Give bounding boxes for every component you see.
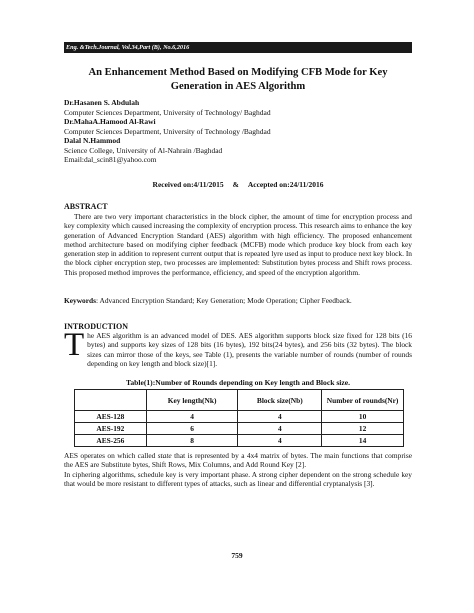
introduction-paragraph — [64, 327, 412, 368]
keywords-text: : Advanced Encryption Standard; Key Generation; Mode Operation; Cipher Feedback. — [96, 296, 352, 305]
table-cell: 12 — [322, 423, 404, 435]
rounds-table — [74, 389, 404, 447]
keywords-line — [64, 296, 412, 305]
abstract-text: There are two very important characteristics in the block cipher, the amount of time for encryption process and key complexity which caused increasing the complexity of encryption process. This research aims to enhance the key generation of Advanced Encryption Standard (AES) algorithm with high efficiency. The proposed enhancement method architecture based on modifying cipher feedback (MCFB) mode which produce key block from each key generation step in addition to represent current output that is repeated lyre used as input to produce next key block. In the block cipher encryption step, two processes are implemented: Substitution bytes process and Shift rows process. This proposed method improves the performance, efficiency, and speed of the encryption algorithm. — [64, 212, 412, 277]
introduction-text: he AES algorithm is an advanced model of DES. AES algorithm supports block size fixed for 128 bits (16 bytes) and supports key sizes of 128 bits (16 bytes), 192 bits(24 bytes), and 256 bits (32 bytes). The block sizes can mirror those of the keys, see Table (1), presents the variable number of rounds (number of rounds depending on key length and block size)[1]. — [87, 331, 412, 368]
table-cell: 4 — [238, 423, 322, 435]
body-paragraph: In ciphering algorithms, schedule key is very important phase. A strong cipher dependent on the strong schedule key that would be more resistant to different types of attacks, such as linear and differential cryptanalysis [3]. — [64, 469, 412, 488]
table-caption: Table(1):Number of Rounds depending on Key length and Block size. — [125, 378, 351, 387]
body-paragraph — [64, 451, 412, 470]
journal-header-bar — [64, 42, 412, 53]
author-affiliation: Science College, University of Al-Nahrain /Baghdad — [64, 145, 223, 155]
table-row — [75, 423, 404, 435]
table-header-cell — [75, 390, 147, 411]
submission-dates — [64, 180, 412, 189]
table-cell: AES-128 — [75, 411, 147, 423]
keywords-label: Keywords — [64, 296, 97, 305]
accepted-date: Accepted on:24/11/2016 — [247, 180, 324, 189]
author-name: Dalal N.Hammod — [64, 136, 121, 145]
table-cell: 10 — [322, 411, 404, 423]
table-cell: 4 — [238, 435, 322, 447]
author-email: Email:dal_scin81@yahoo.com — [64, 155, 157, 164]
state-term: state — [157, 451, 172, 460]
page-number: 759 — [231, 551, 243, 560]
author-affiliation: Computer Sciences Department, University of Technology /Baghdad — [64, 126, 271, 136]
author-affiliation: Computer Sciences Department, University of Technology/ Baghdad — [64, 107, 271, 117]
table-cell: 4 — [146, 411, 238, 423]
date-separator: & — [232, 180, 239, 189]
author-name: Dr.Hasanen S. Abdulah — [64, 98, 140, 107]
body-text-run: that is represented by a 4x4 matrix of bytes. The main functions that comprise the AES are Substitute bytes, Shift Rows, Mix Columns, and Add Round Key [2]. — [64, 451, 412, 470]
table-cell: 8 — [146, 435, 238, 447]
received-date: Received on:4/11/2015 — [152, 180, 224, 189]
paper-title: An Enhancement Method Based on Modifying CFB Mode for Key Generation in AES Algorithm — [88, 67, 388, 92]
table-header-cell: Key length(Nk) — [146, 390, 238, 411]
body-text — [64, 451, 412, 488]
abstract-heading: ABSTRACT — [64, 202, 108, 211]
table-cell: 14 — [322, 435, 404, 447]
author-name: Dr.MahaA.Hamood Al-Rawi — [64, 117, 156, 126]
table-cell: 6 — [146, 423, 238, 435]
table-cell: AES-192 — [75, 423, 147, 435]
author-block — [64, 98, 412, 165]
table-header-cell: Number of rounds(Nr) — [322, 390, 404, 411]
table-cell: AES-256 — [75, 435, 147, 447]
body-text-run: AES operates on which called — [64, 451, 158, 460]
journal-citation: Eng. &Tech.Journal, Vol.34,Part (B), No.6,2016 — [66, 43, 190, 51]
table-cell: 4 — [238, 411, 322, 423]
table-header-cell: Block size(Nb) — [238, 390, 322, 411]
table-row — [75, 411, 404, 423]
table-header-row — [75, 390, 404, 411]
drop-cap: T — [64, 327, 85, 363]
introduction-heading: INTRODUCTION — [64, 322, 129, 331]
table-row — [75, 435, 404, 447]
